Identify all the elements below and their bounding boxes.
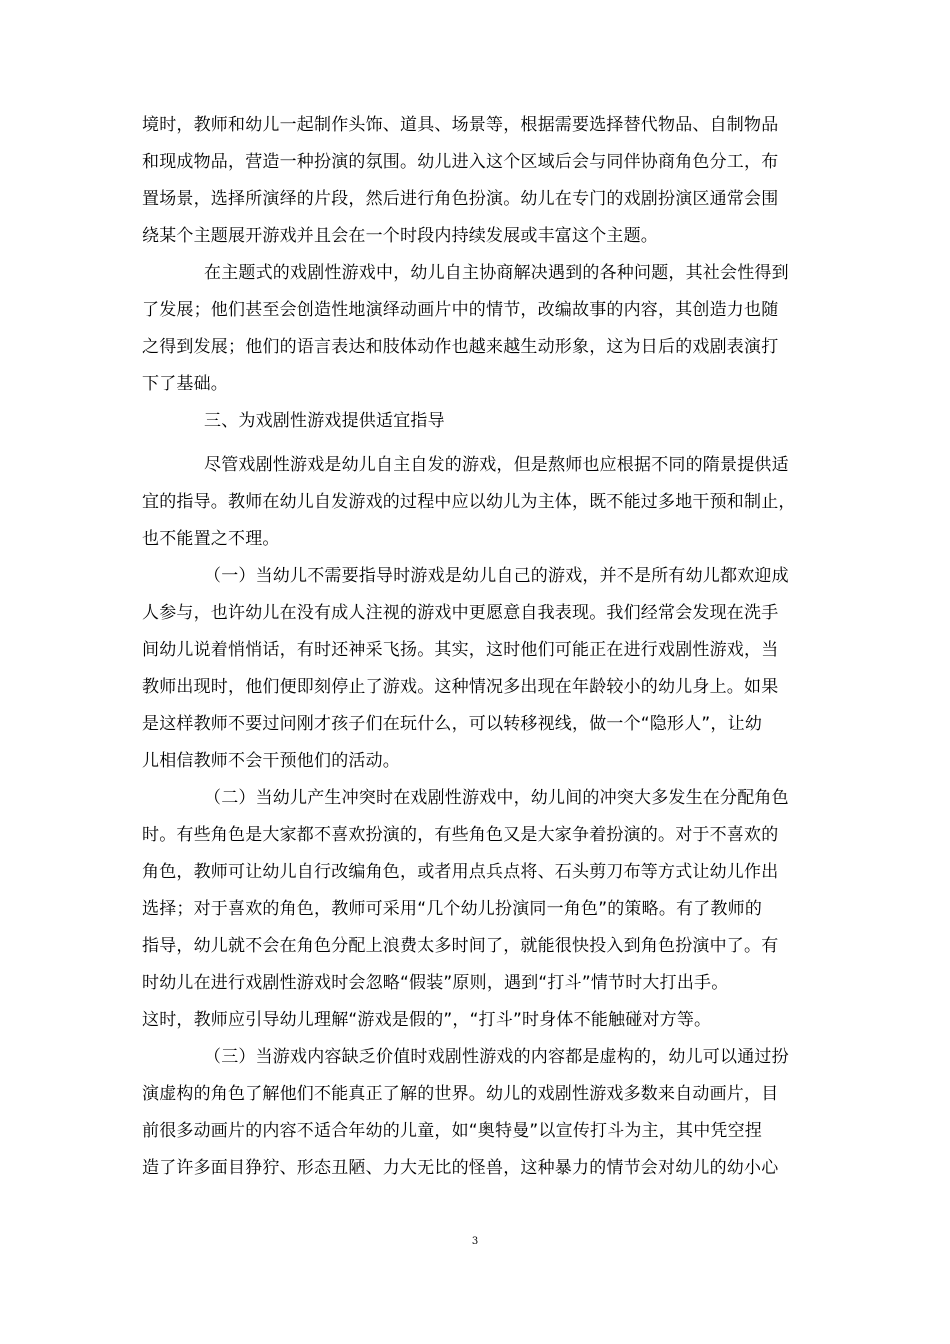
text-line: 宜的指导。教师在幼儿自发游戏的过程中应以幼儿为主体，既不能过多地干预和制止， <box>142 492 796 512</box>
text-line: 指导，幼儿就不会在角色分配上浪费太多时间了，就能很快投入到角色扮演中了。有 <box>142 936 779 956</box>
paragraph-first-line: 尽管戏剧性游戏是幼儿自主自发的游戏，但是熬师也应根据不同的隋景提供适 <box>204 455 789 475</box>
text-line: 之得到发展；他们的语言表达和肢体动作也越来越生动形象，这为日后的戏剧表演打 <box>142 337 779 357</box>
text-line: 置场景，选择所演绎的片段，然后进行角色扮演。幼儿在专门的戏剧扮演区通常会围 <box>142 189 779 209</box>
text-line: 绕某个主题展开游戏并且会在一个时段内持续发展或丰富这个主题。 <box>142 226 658 246</box>
text-line: 和现成物品，营造一种扮演的氛围。幼儿进入这个区域后会与同伴协商角色分工，布 <box>142 152 779 172</box>
text-line: 了发展；他们甚至会创造性地演绎动画片中的情节，改编故事的内容，其创造力也随 <box>142 300 779 320</box>
text-line: 演虚构的角色了解他们不能真正了解的世界。幼儿的戏剧性游戏多数来自动画片，目 <box>142 1084 779 1104</box>
text-line: 间幼儿说着悄悄话，有时还神采飞扬。其实，这时他们可能正在进行戏剧性游戏，当 <box>142 640 779 660</box>
paragraph-first-line: （一）当幼儿不需要指导时游戏是幼儿自己的游戏，并不是所有幼儿都欢迎成 <box>204 566 789 586</box>
text-line: 选择；对于喜欢的角色，教师可采用“几个幼儿扮演同一角色”的策略。有了教师的 <box>142 899 763 919</box>
text-line: 儿相信教师不会干预他们的活动。 <box>142 751 400 771</box>
paragraph-first-line: （三）当游戏内容缺乏价值时戏剧性游戏的内容都是虚构的，幼儿可以通过扮 <box>204 1047 789 1067</box>
paragraph-first-line: 在主题式的戏剧性游戏中，幼儿自主协商解决遇到的各种问题，其社会性得到 <box>204 263 789 283</box>
text-line: 角色，教师可让幼儿自行改编角色，或者用点兵点将、石头剪刀布等方式让幼儿作出 <box>142 862 779 882</box>
text-line: 是这样教师不要过问刚才孩子们在玩什么，可以转移视线，做一个“隐形人”，让幼 <box>142 714 763 734</box>
text-line: 境时，教师和幼儿一起制作头饰、道具、场景等，根据需要选择替代物品、自制物品 <box>142 115 779 135</box>
text-line: 时。有些角色是大家都不喜欢扮演的，有些角色又是大家争着扮演的。对于不喜欢的 <box>142 825 779 845</box>
text-line: 下了基础。 <box>142 374 228 394</box>
text-line: 教师出现时，他们便即刻停止了游戏。这种情况多出现在年龄较小的幼儿身上。如果 <box>142 677 779 697</box>
section-heading: 三、为戏剧性游戏提供适宜指导 <box>204 411 445 431</box>
paragraph-first-line: （二）当幼儿产生冲突时在戏剧性游戏中，幼儿间的冲突大多发生在分配角色 <box>204 788 789 808</box>
text-line: 也不能置之不理。 <box>142 529 280 549</box>
text-line: 造了许多面目狰狞、形态丑陋、力大无比的怪兽，这种暴力的情节会对幼儿的幼小心 <box>142 1158 779 1178</box>
text-line: 这时，教师应引导幼儿理解“游戏是假的”，“打斗”时身体不能触碰对方等。 <box>142 1010 712 1030</box>
page-number: 3 <box>471 1236 479 1247</box>
text-line: 时幼儿在进行戏剧性游戏时会忽略“假装”原则，遇到“打斗”情节时大打出手。 <box>142 973 729 993</box>
text-line: 人参与，也许幼儿在没有成人注视的游戏中更愿意自我表现。我们经常会发现在洗手 <box>142 603 779 623</box>
text-line: 前很多动画片的内容不适合年幼的儿童，如“奥特曼”以宣传打斗为主，其中凭空捏 <box>142 1121 763 1141</box>
